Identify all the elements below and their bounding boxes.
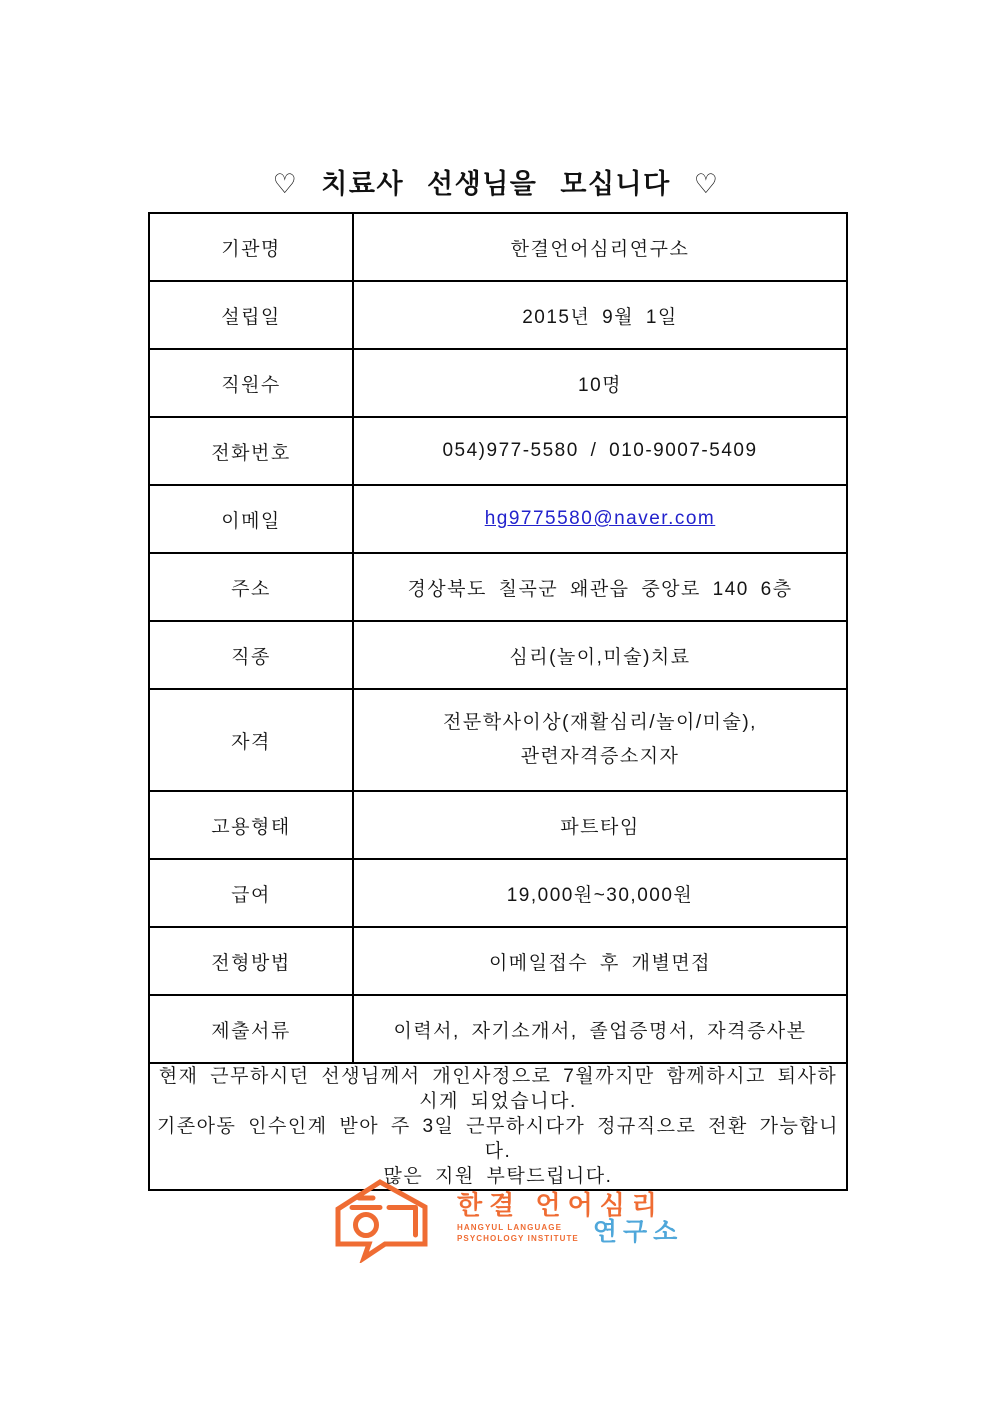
logo-main-text: 한결 언어심리 (457, 1190, 664, 1220)
logo-caption-line-1: HANGYUL LANGUAGE (457, 1223, 563, 1232)
row-label: 직종 (149, 621, 353, 689)
table-row (149, 791, 847, 859)
table-row (149, 927, 847, 995)
row-value: 19,000원~30,000원 (353, 859, 847, 927)
table-row (149, 281, 847, 349)
row-label: 전형방법 (149, 927, 353, 995)
row-value: 054)977-5580 / 010-9007-5409 (353, 417, 847, 485)
qualification-line-1: 전문학사이상(재활심리/놀이/미술), (443, 712, 757, 733)
table-row (149, 995, 847, 1063)
row-label: 설립일 (149, 281, 353, 349)
note-line: 현재 근무하시던 선생님께서 개인사정으로 7월까지만 함께하시고 퇴사하시게 되었습니다. (158, 1066, 838, 1112)
table-row (149, 417, 847, 485)
row-value: 파트타임 (353, 791, 847, 859)
logo-sub-text: 연구소 (592, 1218, 684, 1246)
table-row (149, 213, 847, 281)
row-value: 이력서, 자기소개서, 졸업증명서, 자격증사본 (353, 995, 847, 1063)
table-row (149, 485, 847, 553)
row-value: 이메일접수 후 개별면접 (353, 927, 847, 995)
job-info-table (148, 212, 848, 1191)
notes-row (149, 1063, 847, 1190)
row-value: 2015년 9월 1일 (353, 281, 847, 349)
page-title: ♡ 치료사 선생님을 모십니다 ♡ (272, 169, 720, 199)
table-row (149, 349, 847, 417)
qualification-line-2: 관련자격증소지자 (520, 746, 680, 767)
table-row (149, 689, 847, 791)
row-label: 이메일 (149, 485, 353, 553)
row-label: 기관명 (149, 213, 353, 281)
email-link[interactable]: hg9775580@naver.com (484, 508, 716, 529)
row-label: 전화번호 (149, 417, 353, 485)
table-row (149, 553, 847, 621)
note-line: 기존아동 인수인계 받아 주 3일 근무하시다가 정규직으로 전환 가능합니다. (156, 1116, 840, 1162)
row-value (353, 485, 847, 553)
row-value: 10명 (353, 349, 847, 417)
row-label: 주소 (149, 553, 353, 621)
row-value: 경상북도 칠곡군 왜관읍 중앙로 140 6층 (353, 553, 847, 621)
logo-caption-line-2: PSYCHOLOGY INSTITUTE (457, 1234, 579, 1243)
note-line: 많은 지원 부탁드립니다. (383, 1166, 613, 1187)
institute-logo (333, 1178, 683, 1263)
row-label: 고용형태 (149, 791, 353, 859)
notes-cell (149, 1063, 847, 1190)
logo-caption (457, 1222, 579, 1244)
row-value: 심리(놀이,미술)치료 (353, 621, 847, 689)
speech-bubble-house-icon (333, 1178, 430, 1263)
row-label: 제출서류 (149, 995, 353, 1063)
logo-text-block (457, 1178, 683, 1244)
row-value (353, 689, 847, 791)
row-label: 직원수 (149, 349, 353, 417)
row-label: 자격 (149, 689, 353, 791)
table-row (149, 859, 847, 927)
table-row (149, 621, 847, 689)
row-label: 급여 (149, 859, 353, 927)
row-value: 한결언어심리연구소 (353, 213, 847, 281)
